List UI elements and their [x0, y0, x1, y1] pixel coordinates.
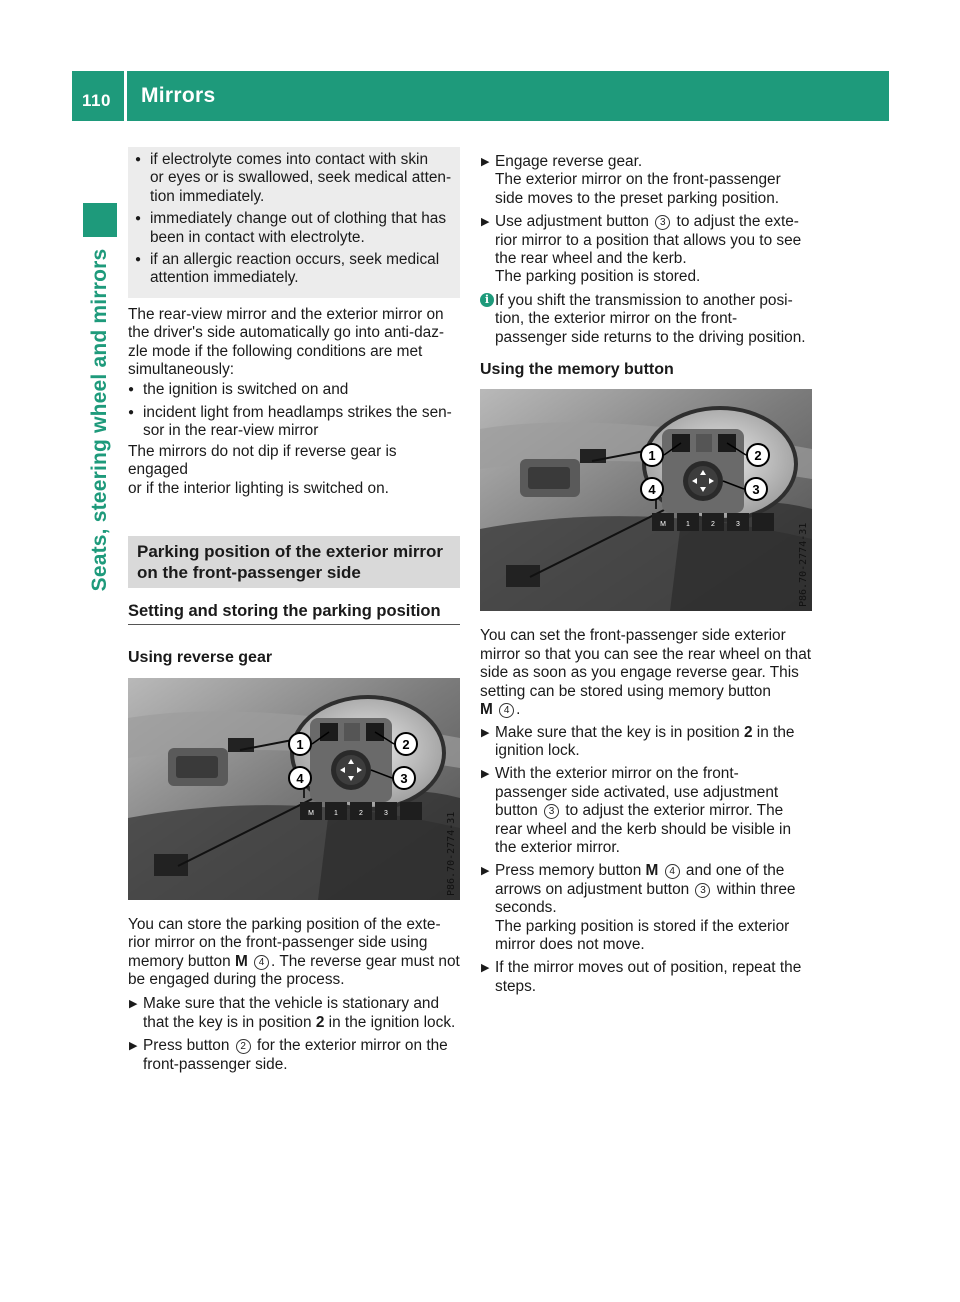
callout-4: 4	[648, 482, 656, 498]
store-parking-paragraph: You can store the parking position of the exte- rior mirror on the front-passenger side using memory button M 4 . The reverse gear must not be engaged during the process.	[128, 915, 460, 988]
header-divider	[124, 71, 127, 121]
callout-ref: 3	[695, 883, 710, 898]
memory-button-m-label: M	[308, 809, 314, 817]
list-item: ● if electrolyte comes into contact with skin or eyes or is swallowed, seek medical atten- tion immediately.	[135, 151, 452, 206]
page-number: 110	[82, 91, 111, 110]
list-item: ▶ Engage reverse gear. The exterior mirror on the front-passenger side moves to the preset parking position.	[480, 153, 812, 208]
figure-code: P86.70-2774-31	[446, 811, 457, 896]
callout-4: 4	[296, 770, 304, 786]
list-item: ▶ Press memory button M 4 and one of the arrows on adjustment button 3 within three seconds. The parking position is stored if the exterior mirror does not move.	[480, 862, 812, 954]
memory-button-heading: Using the memory button	[480, 361, 674, 379]
memory-button-1-label: 1	[686, 521, 690, 529]
list-item: ▶ If the mirror moves out of position, repeat the steps.	[480, 959, 812, 996]
door-controls-illustration-2	[480, 389, 812, 611]
warning-note-box	[128, 147, 460, 298]
callout-ref: 4	[254, 955, 269, 970]
setting-storing-heading: Setting and storing the parking position	[128, 602, 460, 625]
callout-ref: 4	[499, 703, 514, 718]
list-item: ● if an allergic reaction occurs, seek medical attention immediately.	[135, 251, 452, 288]
callout-ref: 3	[655, 215, 670, 230]
info-icon: i	[480, 293, 494, 307]
callout-1: 1	[296, 736, 304, 752]
door-controls-illustration	[128, 678, 460, 900]
door-controls-figure	[128, 678, 460, 900]
list-item: ▶ Make sure that the vehicle is stationary and that the key is in position 2 in the ignition lock.	[128, 995, 460, 1032]
left-column	[128, 153, 460, 1079]
callout-ref: 2	[236, 1039, 251, 1054]
section-title: Mirrors	[141, 84, 216, 107]
memory-button-paragraph: You can set the front-passenger side exterior mirror so that you can see the rear wheel on that side as soon as you engage reverse gear. This setting can be stored using memory button M 4 .	[480, 627, 812, 719]
callout-2: 2	[754, 448, 762, 464]
memory-button-m-label: M	[660, 521, 666, 529]
list-item: ▶ Make sure that the key is in position 2 in the ignition lock.	[480, 724, 812, 761]
callout-3: 3	[752, 482, 760, 498]
callout-3: 3	[400, 770, 408, 786]
right-column	[480, 153, 812, 1001]
callout-2: 2	[402, 736, 410, 752]
callout-ref: 3	[544, 804, 559, 819]
figure-code: P86.70-2774-31	[798, 523, 809, 608]
list-item: ● immediately change out of clothing that has been in contact with electrolyte.	[135, 210, 452, 247]
list-item: ● incident light from headlamps strikes the sen- sor in the rear-view mirror	[128, 404, 460, 441]
memory-button-2-label: 2	[359, 809, 363, 817]
chapter-side-title: Seats, steering wheel and mirrors	[87, 248, 111, 592]
memory-button-1-label: 1	[334, 809, 338, 817]
reverse-gear-heading: Using reverse gear	[128, 649, 273, 667]
door-controls-figure-2	[480, 389, 812, 611]
list-item: ● the ignition is switched on and	[128, 381, 460, 399]
anti-dazzle-intro: The rear-view mirror and the exterior mirror on the driver's side automatically go into anti-daz- zle mode if the following conditions are met simultaneously:	[128, 305, 445, 379]
info-note: i If you shift the transmission to another posi- tion, the exterior mirror on the front- passenger side returns to the driving position.	[480, 292, 812, 347]
side-tab-marker	[83, 203, 117, 237]
callout-ref: 4	[665, 864, 680, 879]
list-item: ▶ Use adjustment button 3 to adjust the exte- rior mirror to a position that allows you to see the rear wheel and the kerb. The parking position is stored.	[480, 213, 812, 287]
list-item: ▶ With the exterior mirror on the front- passenger side activated, use adjustment button 3 to adjust the exterior mirror. The rear wheel and the kerb should be visible in the exterior mirror.	[480, 765, 812, 857]
list-item: ▶ Press button 2 for the exterior mirror on the front-passenger side.	[128, 1037, 460, 1074]
callout-1: 1	[648, 448, 656, 464]
memory-button-2-label: 2	[711, 521, 715, 529]
memory-button-3-label: 3	[384, 809, 388, 817]
parking-position-heading: Parking position of the exterior mirror on the front-passenger side	[128, 536, 460, 588]
memory-button-3-label: 3	[736, 521, 740, 529]
anti-dazzle-note: The mirrors do not dip if reverse gear is engaged or if the interior lighting is switched on.	[128, 442, 397, 497]
